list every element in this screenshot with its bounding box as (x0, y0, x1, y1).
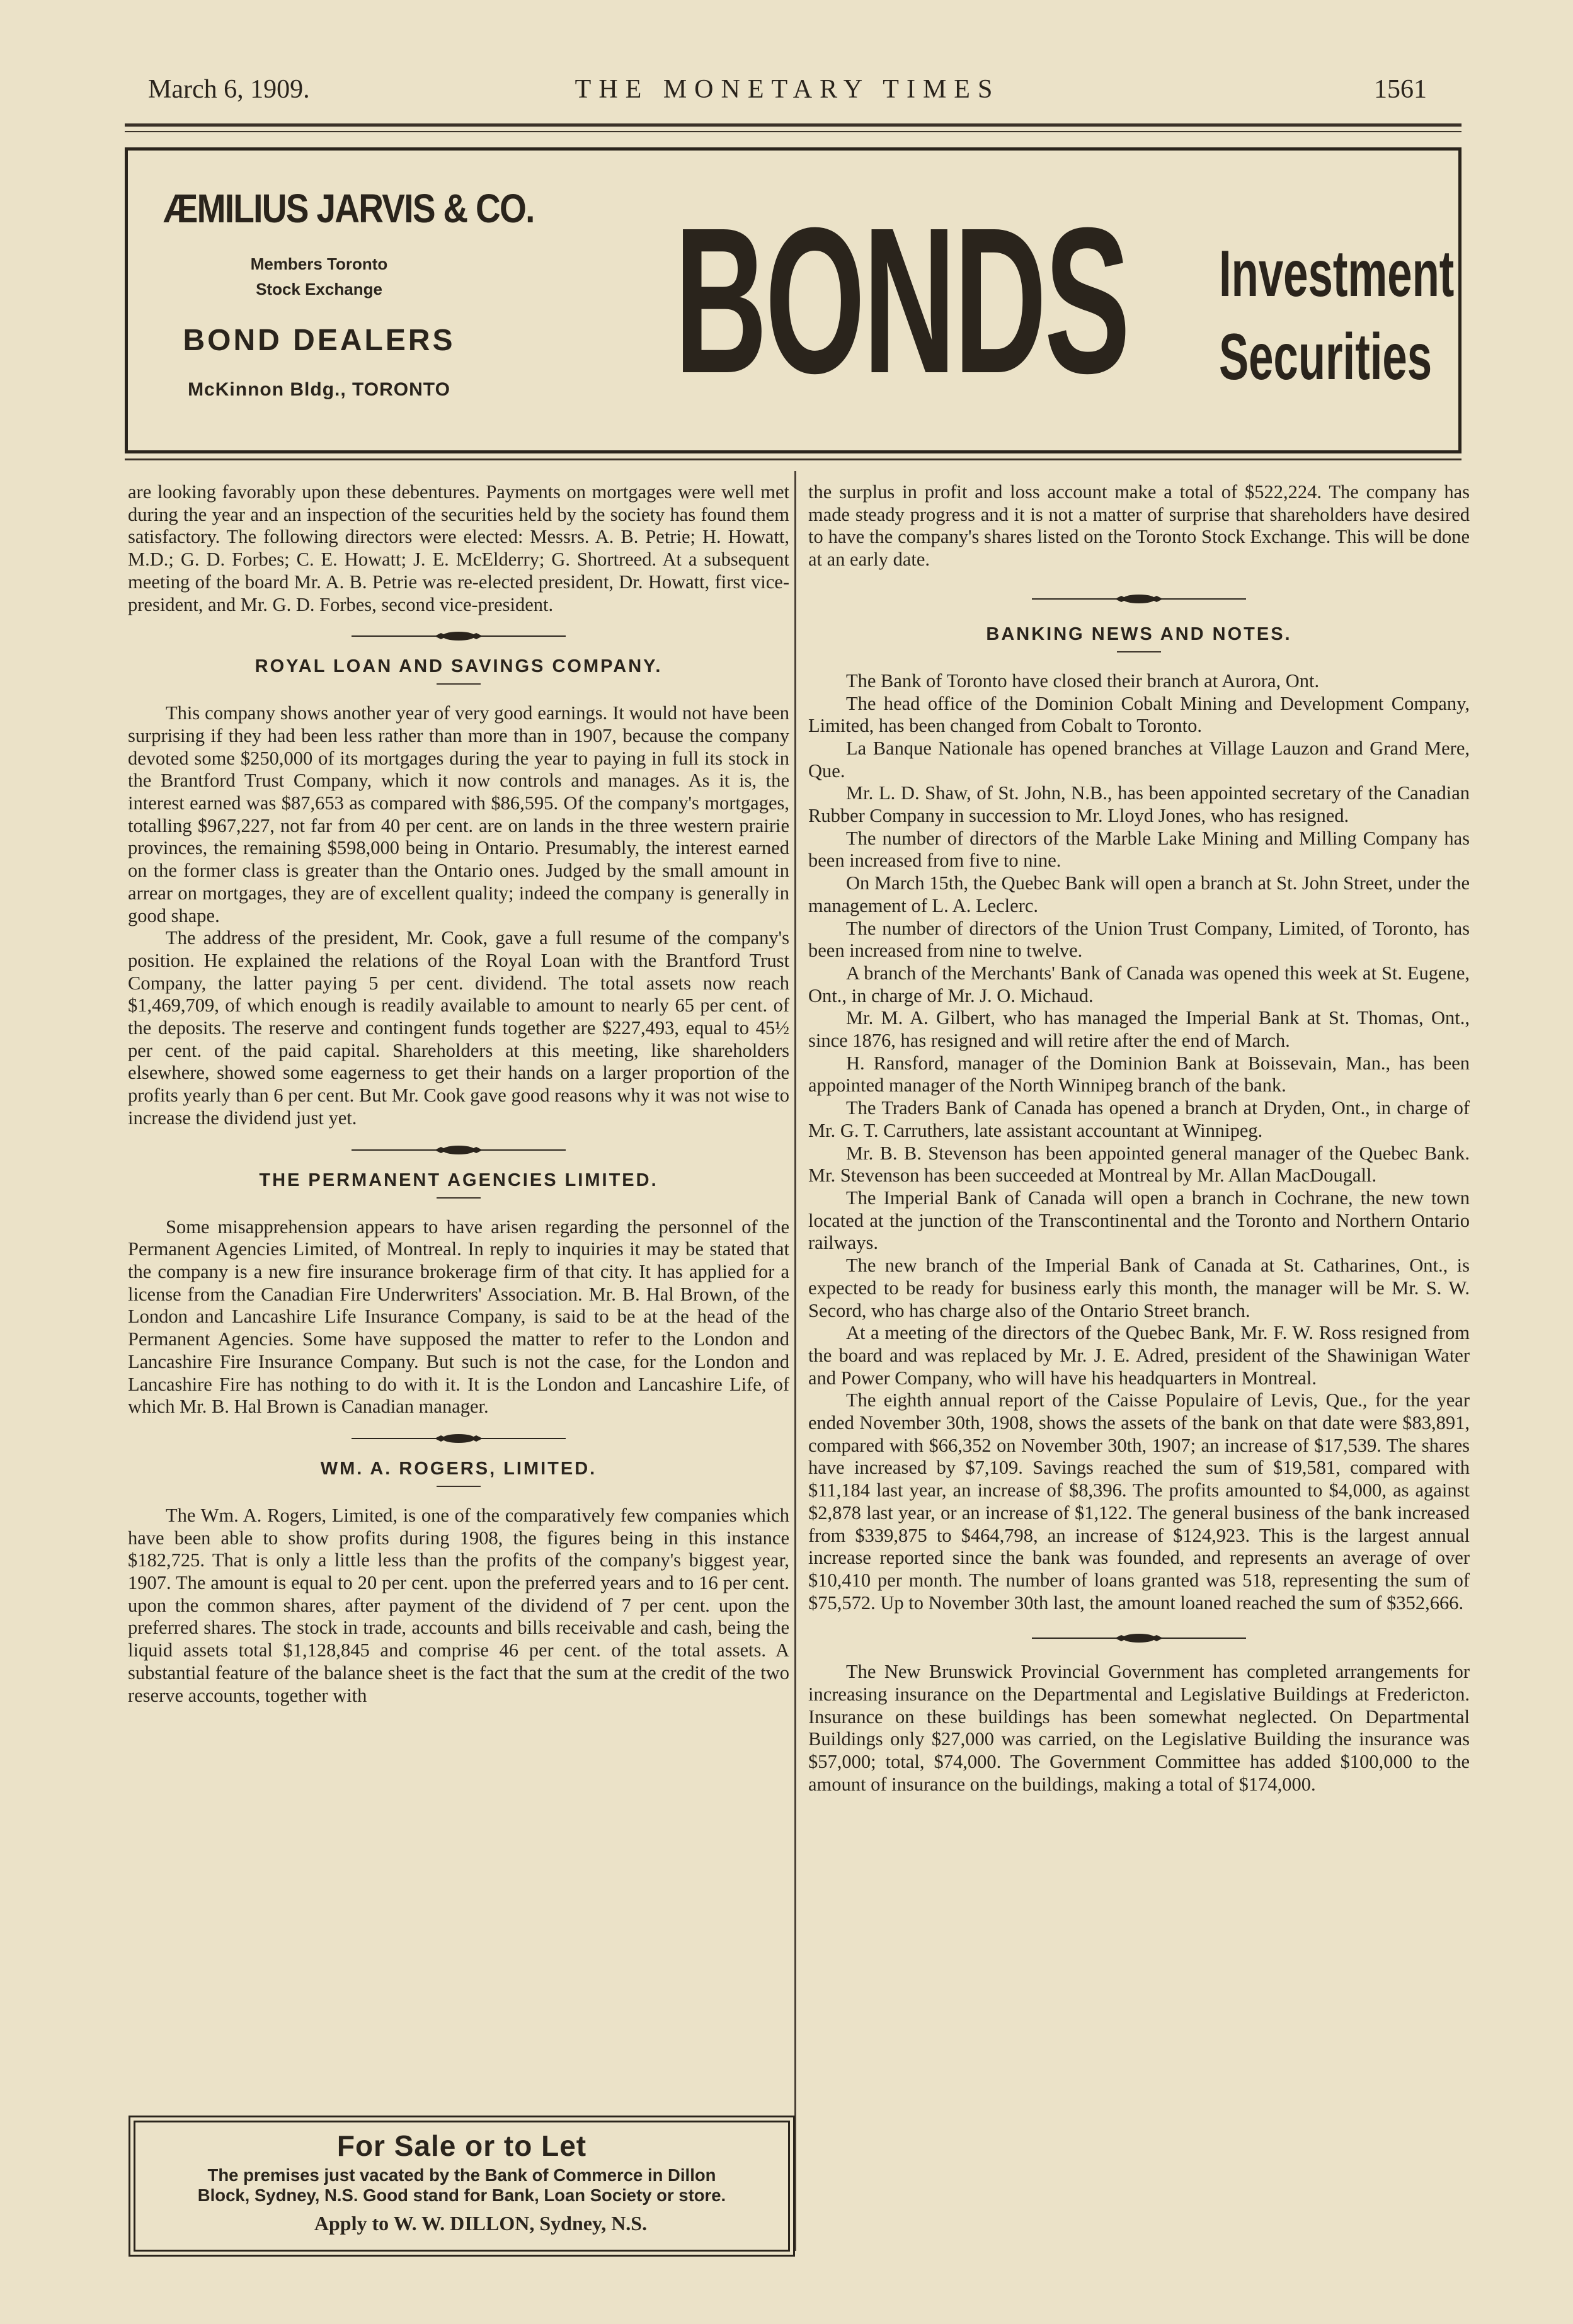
ad-securities: Securities (1219, 321, 1433, 394)
ad-investment-securities (1219, 232, 1455, 399)
banking-news-item: At a meeting of the directors of the Quebec Bank, Mr. F. W. Ross resigned from the board and was replaced by Mr. J. E. Adred, president of the Shawinigan Water and Power Company, who will have his headquarters in Montreal. (808, 1322, 1470, 1389)
banking-news-item: Mr. L. D. Shaw, of St. John, N.B., has been appointed secretary of the Canadian Rubber Company in succession to Mr. Lloyd Jones, who has resigned. (808, 782, 1470, 827)
ad-bottom-rule (125, 459, 1461, 460)
banking-news-heading: BANKING NEWS AND NOTES. (986, 624, 1292, 644)
for-sale-body (135, 2165, 788, 2206)
banking-news-item: H. Ransford, manager of the Dominion Bank at Boissevain, Man., has been appointed manager of the North Winnipeg branch of the bank. (808, 1052, 1470, 1096)
rogers-paragraph: The Wm. A. Rogers, Limited, is one of the comparatively few companies which have been able to show profits during 1908, the figures being in this instance $182,725. That is only a little less than the profits of the company's biggest year, 1907. The amount is equal to 20 per cent. upon the preferred years and to 16 per cent. upon the common shares, after payment of the dividend of 7 per cent. upon the preferred shares. The stock in trade, accounts and bills receivable and cash, being the liquid assets total $1,128,845 and comprise 46 per cent. of the total assets. A substantial feature of the balance sheet is the fact that the sum at the credit of the two reserve accounts, together with (128, 1504, 789, 1706)
permanent-agencies-heading: THE PERMANENT AGENCIES LIMITED. (259, 1170, 658, 1190)
banking-news-item: The Bank of Toronto have closed their branch at Aurora, Ont. (846, 669, 1320, 692)
royal-loan-heading: ROYAL LOAN AND SAVINGS COMPANY. (255, 656, 663, 677)
banking-news-item: A branch of the Merchants' Bank of Canada was opened this week at St. Eugene, Ont., in charge of Mr. J. O. Michaud. (808, 962, 1470, 1006)
ad-investment: Investment (1219, 237, 1455, 310)
header-rule-thick (125, 123, 1461, 127)
ad-firm-name: ÆMILIUS JARVIS & CO. (163, 186, 534, 231)
ad-address: McKinnon Bldg., TORONTO (188, 379, 450, 400)
left-column (128, 481, 789, 1707)
section-ornament (352, 1144, 566, 1156)
permanent-agencies-paragraph: Some misapprehension appears to have arisen regarding the personnel of the Permanent Agencies Limited, of Montreal. In reply to inquiries it may be stated that the company is a new fire insurance brokerage firm of that city. It has applied for a license from the Canadian Fire Underwriters' Association. Mr. B. Hal Brown, of the London and Lancashire Life Insurance Company, is said to be at the head of the Permanent Agencies. Some have supposed the matter to refer to the London and Lancashire Fire Insurance Company. But such is not the case, for the London and Lancashire Fire has nothing to do with it. It is the London and Lancashire Life, of which Mr. B. Hal Brown is Canadian manager. (128, 1216, 789, 1418)
ad-bond-dealers: BOND DEALERS (183, 324, 455, 357)
banking-news-item: The number of directors of the Union Trust Company, Limited, of Toronto, has been increased from nine to twelve. (808, 917, 1470, 962)
royal-loan-paragraph: This company shows another year of very good earnings. It would not have been surprising if they had been less rather than more than in 1907, because the company devoted some $250,000 of its mortgages during the year to paying in full its stock in the Brantford Trust Company, which it now controls and manages. As it is, the interest earned was $87,653 as compared with $86,595. Of the company's mortgages, totalling $967,227, not far from 40 per cent. are on lands in the three western prairie provinces, the remaining $598,000 being in Ontario. Presumably, the interest earned on the former class is greater than the Ontario ones. Judged by the small amount in arrear on mortgages, they are of excellent quality; indeed the company is generally in good shape. (128, 702, 789, 926)
page-number: 1561 (1374, 75, 1427, 104)
ad-members (138, 251, 500, 302)
jarvis-bonds-advertisement (125, 147, 1461, 453)
ad-members-line-2: Stock Exchange (256, 280, 382, 299)
section-ornament (352, 1432, 566, 1445)
for-sale-title: For Sale or to Let (336, 2129, 587, 2162)
royal-loan-paragraph: The address of the president, Mr. Cook, gave a full resume of the company's position. He explained the relations of the Royal Loan with the Brantford Trust Company, the latter paying 5 per cent. dividend. The total assets now reach $1,469,709, of which enough is readily available to amount to nearly 65 per cent. of the deposits. The reserve and contingent funds together are $227,493, equal to 45½ per cent. of the paid capital. Shareholders at this meeting, like shareholders elsewhere, showed some eagerness to get their hands on a larger proportion of the profits yearly than 6 per cent. But Mr. Cook gave good reasons why it was not wise to increase the dividend just yet. (128, 927, 789, 1129)
banking-news-item: Mr. M. A. Gilbert, who has managed the Imperial Bank at St. Thomas, Ont., since 1876, has resigned and will retire after the end of March. (808, 1007, 1470, 1052)
banking-news-item: The head office of the Dominion Cobalt Mining and Development Company, Limited, has been changed from Cobalt to Toronto. (808, 692, 1470, 737)
section-ornament (1032, 1632, 1246, 1644)
heading-rule (437, 1486, 481, 1487)
continued-paragraph: are looking favorably upon these debentures. Payments on mortgages were well met during the year and an inspection of the securities held by the society has found them satisfactory. The following directors were elected: Messrs. A. B. Petrie; H. Howatt, M.D.; G. D. Forbes; C. E. Howatt; J. E. McElderry; G. Shortreed. At a subsequent meeting of the board Mr. A. B. Petrie was re-elected president, Dr. Howatt, first vice-president, and Mr. G. D. Forbes, second vice-president. (128, 481, 789, 615)
section-ornament (1032, 593, 1246, 605)
new-brunswick-paragraph: The New Brunswick Provincial Government has completed arrangements for increasing insurance on the Departmental and Legislative Buildings at Fredericton. Insurance on these buildings has been somewhat neglected. On Departmental Buildings only $27,000 was carried, on the Legislative Building the insurance was $57,000; total, $74,000. The Government Committee has added $100,000 to the amount of insurance on the buildings, making a total of $174,000. (808, 1661, 1470, 1795)
banking-news-item: The eighth annual report of the Caisse Populaire of Levis, Que., for the year ended November 30th, 1908, shows the assets of the bank on that date were $83,891, compared with $66,352 on November 30th, 1907; an increase of $17,539. The shares have increased by $7,109. Savings reached the sum of $19,581, compared with $11,184 last year, an increase of $8,396. The profits amounted to $4,000, as against $2,878 last year, or an increase of $1,122. The general business of the bank increased from $339,875 to $464,798, an increase of $124,923. This is the largest annual increase reported since the bank was founded, and represents an average of over $10,410 per month. The number of loans granted was 518, representing the sum of $75,572. Up to November 30th last, the amount loaned reached the sum of $352,666. (808, 1389, 1470, 1614)
heading-rule (437, 683, 481, 685)
banking-news-item: La Banque Nationale has opened branches at Village Lauzon and Grand Mere, Que. (808, 737, 1470, 782)
heading-rule (437, 1197, 481, 1199)
publication-title: THE MONETARY TIMES (575, 75, 1000, 104)
section-ornament (352, 630, 566, 642)
for-sale-contact: Apply to W. W. DILLON, Sydney, N.S. (314, 2212, 648, 2235)
right-column (808, 481, 1470, 1796)
header-rule-thin (125, 131, 1461, 132)
for-sale-body-line-2: Block, Sydney, N.S. Good stand for Bank, Loan Society or store. (197, 2185, 726, 2205)
continued-paragraph: the surplus in profit and loss account make a total of $522,224. The company has made steady progress and it is not a matter of surprise that shareholders have desired to have the company's shares listed on the Toronto Stock Exchange. This will be done at an early date. (808, 481, 1470, 571)
ad-firm-block (138, 186, 534, 401)
for-sale-advertisement (134, 2121, 790, 2252)
for-sale-body-line-1: The premises just vacated by the Bank of Commerce in Dillon (207, 2165, 716, 2185)
banking-news-item: Mr. B. B. Stevenson has been appointed general manager of the Quebec Bank. Mr. Stevenson has been succeeded at Montreal by Mr. Allan MacDougall. (808, 1142, 1470, 1187)
running-head (148, 74, 1427, 112)
banking-news-item: The Imperial Bank of Canada will open a branch in Cochrane, the new town located at the junction of the Transcontinental and the Toronto and Northern Ontario railways. (808, 1187, 1470, 1254)
banking-news-item: The number of directors of the Marble Lake Mining and Milling Company has been increased from five to nine. (808, 827, 1470, 872)
issue-date: March 6, 1909. (148, 75, 310, 104)
banking-news-item: The new branch of the Imperial Bank of Canada at St. Catharines, Ont., is expected to be ready for business early this month, the manager will be Mr. S. W. Secord, who has charge also of the Ontario Street branch. (808, 1255, 1470, 1321)
rogers-heading: WM. A. ROGERS, LIMITED. (320, 1458, 597, 1479)
ad-members-line-1: Members Toronto (250, 254, 388, 273)
ad-bonds-headline: BONDS (674, 184, 1128, 416)
column-divider (794, 471, 796, 2251)
banking-news-item: On March 15th, the Quebec Bank will open a branch at St. John Street, under the management of L. A. Leclerc. (808, 872, 1470, 916)
heading-rule (1117, 651, 1161, 652)
banking-news-item: The Traders Bank of Canada has opened a branch at Dryden, Ont., in charge of Mr. G. T. Carruthers, late assistant accountant at Winnipeg. (808, 1097, 1470, 1141)
